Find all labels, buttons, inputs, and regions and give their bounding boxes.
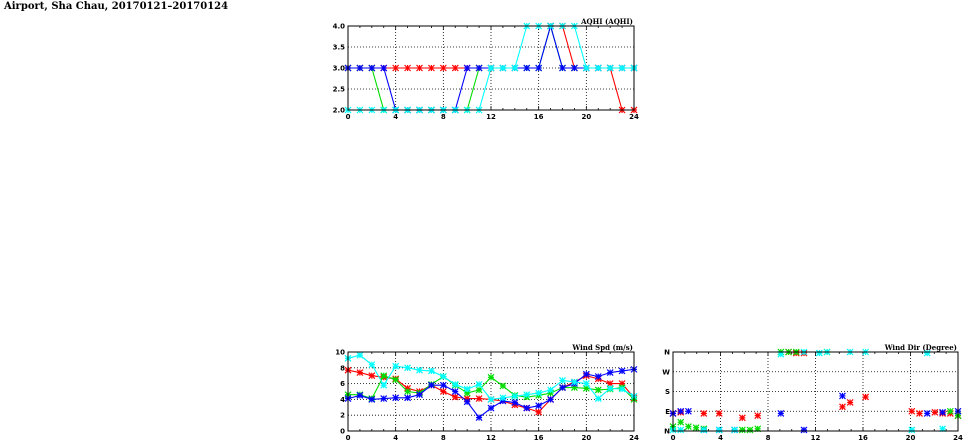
scatter-point — [732, 427, 738, 433]
x-tick-label: 0 — [345, 113, 351, 121]
data-point — [524, 405, 530, 411]
scatter-point — [847, 399, 853, 405]
scatter-point — [747, 427, 753, 433]
y-tick-label: 2.0 — [332, 106, 345, 115]
data-point — [524, 65, 530, 71]
data-point — [560, 377, 566, 383]
data-point — [500, 65, 506, 71]
data-point — [428, 382, 434, 388]
data-point — [357, 392, 363, 398]
scatter-point — [716, 427, 722, 433]
data-point — [369, 65, 375, 71]
data-point — [381, 396, 387, 402]
data-point — [357, 65, 363, 71]
data-point — [583, 371, 589, 377]
y-tick-label: 0 — [340, 427, 345, 436]
data-point — [452, 65, 458, 71]
data-point — [440, 65, 446, 71]
data-point — [417, 367, 423, 373]
scatter-point — [755, 413, 761, 419]
data-point — [488, 396, 494, 402]
y-tick-label: E — [665, 407, 670, 416]
scatter-point — [693, 425, 699, 431]
data-point — [428, 368, 434, 374]
scatter-point — [909, 427, 915, 433]
scatter-point — [839, 404, 845, 410]
data-point — [595, 396, 601, 402]
x-tick-label: 16 — [858, 434, 868, 442]
scatter-point — [739, 427, 745, 433]
data-point — [571, 379, 577, 385]
scatter-point — [924, 410, 930, 416]
data-point — [464, 65, 470, 71]
x-tick-label: 20 — [905, 434, 916, 442]
data-point — [488, 405, 494, 411]
data-point — [536, 390, 542, 396]
data-point — [512, 393, 518, 399]
data-point — [381, 373, 387, 379]
scatter-point — [685, 424, 691, 430]
data-point — [548, 387, 554, 393]
data-point — [417, 65, 423, 71]
x-tick-label: 12 — [810, 434, 821, 442]
data-point — [476, 381, 482, 387]
data-point — [500, 383, 506, 389]
x-tick-label: 4 — [718, 434, 723, 442]
x-tick-label: 4 — [393, 113, 399, 121]
x-tick-label: 8 — [765, 434, 771, 442]
data-point — [548, 396, 554, 402]
data-point — [452, 389, 458, 395]
data-point — [619, 65, 625, 71]
data-point — [619, 368, 625, 374]
data-point — [417, 392, 423, 398]
scatter-point — [685, 408, 691, 414]
data-point — [405, 395, 411, 401]
scatter-point — [801, 427, 807, 433]
scatter-point — [778, 410, 784, 416]
data-point — [512, 400, 518, 406]
x-tick-label: 20 — [581, 434, 592, 442]
data-point — [464, 399, 470, 405]
y-tick-label: N — [664, 427, 670, 436]
data-point — [405, 389, 411, 395]
x-tick-label: 24 — [629, 434, 639, 442]
data-point — [440, 382, 446, 388]
x-tick-label: 16 — [533, 113, 544, 121]
y-tick-label: N — [664, 348, 670, 357]
data-point — [440, 373, 446, 379]
scatter-point — [678, 419, 684, 425]
scatter-point — [839, 393, 845, 399]
data-point — [595, 65, 601, 71]
scatter-point — [739, 415, 745, 421]
y-tick-label: W — [662, 368, 670, 377]
data-point — [560, 65, 566, 71]
y-tick-label: 6 — [340, 380, 345, 389]
scatter-point — [701, 410, 707, 416]
x-tick-label: 24 — [629, 113, 639, 121]
data-point — [393, 395, 399, 401]
y-tick-label: 4.0 — [332, 22, 345, 31]
data-point — [369, 362, 375, 368]
data-point — [619, 386, 625, 392]
y-tick-label: S — [664, 388, 670, 396]
data-point — [488, 374, 494, 380]
data-point — [536, 65, 542, 71]
scatter-point — [916, 410, 922, 416]
data-point — [369, 396, 375, 402]
data-point — [369, 373, 375, 379]
data-point — [381, 382, 387, 388]
y-tick-label: 2.5 — [332, 85, 345, 94]
scatter-point — [678, 408, 684, 414]
y-tick-label: 10 — [335, 348, 345, 357]
y-tick-label: 8 — [340, 364, 345, 373]
x-tick-label: 0 — [345, 434, 351, 442]
x-tick-label: 12 — [486, 113, 496, 121]
y-tick-label: 3.0 — [332, 64, 345, 73]
data-point — [393, 65, 399, 71]
data-point — [512, 65, 518, 71]
scatter-point — [909, 408, 915, 414]
data-point — [595, 387, 601, 393]
x-tick-label: 24 — [953, 434, 963, 442]
x-tick-label: 20 — [581, 113, 592, 121]
scatter-point — [932, 409, 938, 415]
data-point — [405, 65, 411, 71]
x-tick-label: 0 — [670, 434, 676, 442]
data-point — [452, 394, 458, 400]
data-point — [452, 381, 458, 387]
data-point — [583, 381, 589, 387]
data-point — [571, 65, 577, 71]
data-point — [607, 385, 613, 391]
data-point — [476, 415, 482, 421]
x-tick-label: 8 — [440, 434, 446, 442]
data-point — [476, 65, 482, 71]
data-point — [560, 385, 566, 391]
chart-title: Wind Spd (m/s) — [572, 343, 633, 352]
x-tick-label: 12 — [486, 434, 496, 442]
data-point — [524, 392, 530, 398]
data-point — [393, 363, 399, 369]
scatter-point — [947, 408, 953, 414]
x-tick-label: 4 — [393, 434, 399, 442]
chart-title: Wind Dir (Degree) — [884, 343, 957, 352]
data-point — [357, 352, 363, 358]
y-tick-label: 2 — [340, 411, 345, 420]
x-tick-label: 8 — [440, 113, 446, 121]
chart-title: AQHI (AQHI) — [581, 17, 633, 26]
data-point — [428, 65, 434, 71]
y-tick-label: 3.5 — [332, 43, 345, 52]
data-point — [357, 370, 363, 376]
data-point — [381, 65, 387, 71]
scatter-point — [678, 427, 684, 433]
data-point — [476, 396, 482, 402]
data-point — [536, 409, 542, 415]
data-point — [440, 389, 446, 395]
scatter-point — [716, 410, 722, 416]
data-point — [405, 365, 411, 371]
data-point — [607, 65, 613, 71]
data-point — [464, 386, 470, 392]
scatter-point — [940, 409, 946, 415]
scatter-point — [701, 427, 707, 433]
data-point — [536, 403, 542, 409]
scatter-point — [816, 350, 822, 356]
data-point — [595, 373, 601, 379]
data-point — [500, 395, 506, 401]
y-tick-label: 4 — [340, 395, 345, 404]
x-tick-label: 16 — [533, 434, 544, 442]
data-point — [488, 65, 494, 71]
data-point — [583, 65, 589, 71]
scatter-point — [863, 394, 869, 400]
data-point — [393, 377, 399, 383]
page-title: Airport, Sha Chau, 20170121–20170124 — [4, 1, 229, 12]
data-point — [607, 370, 613, 376]
